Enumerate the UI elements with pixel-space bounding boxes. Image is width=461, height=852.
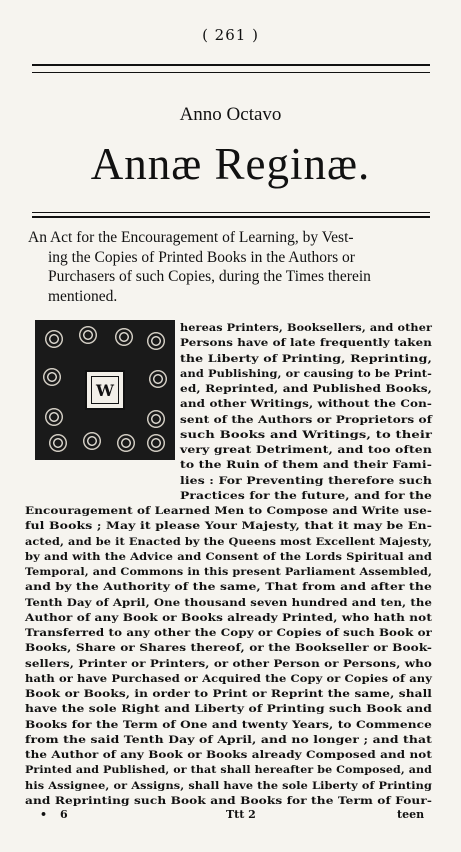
footer-mark: • [40,808,48,821]
ornamental-initial-woodcut [35,320,175,460]
top-rule-thick [32,64,430,66]
body-text-line: and Publishing, or causing to be Print- [180,367,432,380]
act-title-line: An Act for the Encouragement of Learning, by Vest- [28,229,354,246]
flower-ornament [41,404,67,430]
act-title-line: mentioned. [48,287,118,305]
body-text-line: and by the Authority of the same, That from and after the [25,581,433,594]
body-text-line: hath or have Purchased or Acquired the Copy or Copies of any [25,672,432,685]
body-text-line: hereas Printers, Booksellers, and other [180,322,432,334]
flower-ornament [113,430,139,456]
act-title-line: Purchasers of such Copies, during the Times therein [48,268,371,285]
catchword: teen [397,808,425,821]
body-text-line: ful Books ; May it please Your Majesty, that it may be En- [25,520,432,533]
body-text-line: Book or Books, in order to Print or Reprint the same, shall [25,688,432,700]
body-text-line: Books for the Term of One and twenty Years, to Commence [25,718,432,731]
body-text-line: have the sole Right and Liberty of Printing such Book and [25,703,432,716]
title-rule-thin [32,212,430,213]
body-text-line: Tenth Day of April, One thousand seven hundred and ten, the [25,596,432,609]
body-text-line: Temporal, and Commons in this present Parliament Assembled, [25,566,432,578]
body-text-line: his Assignee, or Assigns, shall have the sole Liberty of Printing [25,779,432,792]
act-title-line: ing the Copies of Printed Books in the Authors or [48,248,355,266]
body-text-line: Encouragement of Learned Men to Compose and Write use- [25,505,432,517]
body-text-line: by and with the Advice and Consent of the Lords Spiritual and [25,550,432,563]
body-text-line: Practices for the future, and for the [180,489,432,502]
body-text-line: Author of any Book or Books already Printed, who hath not [25,611,432,624]
body-text-line: sent of the Authors or Proprietors of [180,413,432,426]
title-rule-thick [32,216,430,218]
body-text-line: to the Ruin of them and their Fami- [180,459,432,472]
body-text-line: lies : For Preventing therefore such [180,474,432,487]
footer-left-number: 6 [60,808,68,821]
body-text-line: very great Detriment, and too often [180,444,432,456]
body-text-line: Persons have of late frequently taken [180,337,432,350]
monarch-title: Annæ Reginæ. [90,139,371,189]
body-text-line: Transferred to any other the Copy or Copies of such Book or [25,627,432,639]
signature-mark: Ttt 2 [226,808,256,821]
flower-ornament [45,430,71,456]
body-text-line: the Author of any Book or Books already Composed and not [25,749,432,761]
flower-ornament [143,328,169,354]
flower-ornament [145,366,171,392]
body-text-line: sellers, Printer or Printers, or other Person or Persons, who [25,657,432,670]
flower-ornament [143,430,169,456]
body-text-line: Books, Share or Shares thereof, or the Bookseller or Book- [25,642,432,655]
body-text-line: and other Writings, without the Con- [180,398,432,411]
body-text-line: ed, Reprinted, and Published Books, [180,383,432,395]
flower-ornament [79,428,105,454]
body-text-line: from the said Tenth Day of April, and no longer ; and that [25,733,432,746]
body-text-line: such Books and Writings, to their [180,428,432,441]
act-title [28,228,434,306]
flower-ornament [41,326,67,352]
body-text-line: acted, and be it Enacted by the Queens most Excellent Majesty, [25,535,432,548]
initial-letter: W [91,376,119,404]
body-text-line: and Reprinting such Book and Books for the Term of Four- [25,794,432,807]
flower-ornament [143,406,169,432]
regnal-year-heading: Anno Octavo [179,104,282,125]
flower-ornament [75,322,101,348]
page-number: ( 261 ) [202,26,259,44]
flower-ornament [39,364,65,390]
initial-letter-frame [85,370,125,410]
body-text-line: the Liberty of Printing, Reprinting, [180,352,432,365]
top-rule-thin [32,72,430,73]
body-text-line: Printed and Published, or that shall hereafter be Composed, and [25,764,432,777]
flower-ornament [111,324,137,350]
